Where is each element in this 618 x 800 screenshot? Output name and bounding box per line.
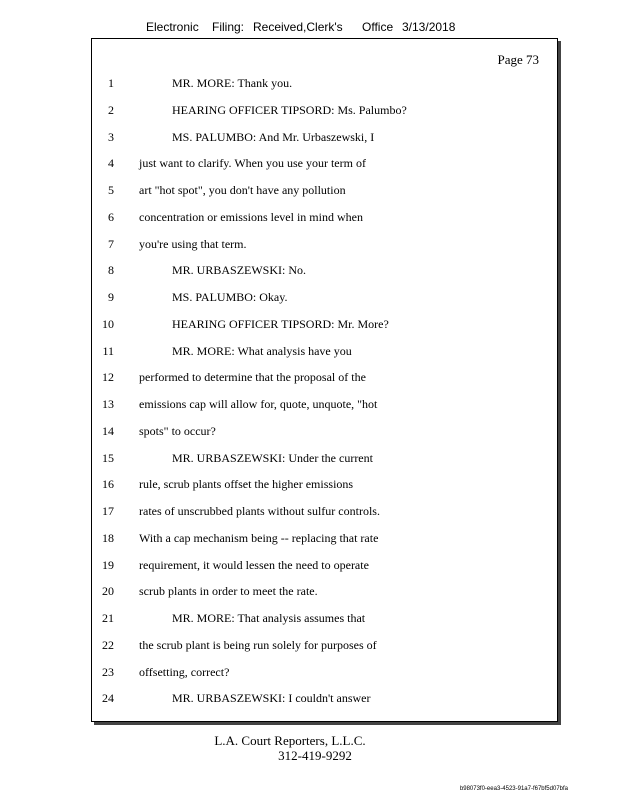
line-text: scrub plants in order to meet the rate. <box>139 584 318 599</box>
line-number: 24 <box>102 691 114 706</box>
transcript-line <box>92 207 557 234</box>
line-text: MR. URBASZEWSKI: Under the current <box>172 450 373 465</box>
line-text: MS. PALUMBO: And Mr. Urbaszewski, I <box>172 129 375 144</box>
line-number: 15 <box>102 450 114 465</box>
line-text: With a cap mechanism being -- replacing that rate <box>139 530 379 545</box>
page-number: Page 73 <box>497 52 539 67</box>
line-text: MR. MORE: Thank you. <box>172 76 293 90</box>
line-number: 19 <box>102 557 114 572</box>
reporter-company: L.A. Court Reporters, L.L.C. <box>214 733 366 748</box>
line-text: the scrub plant is being run solely for purposes of <box>139 637 377 652</box>
transcript-page <box>91 38 558 722</box>
transcript-line <box>92 662 557 689</box>
line-number: 13 <box>102 397 114 411</box>
transcript-line <box>92 421 557 448</box>
line-text: rule, scrub plants offset the higher emissions <box>139 477 354 492</box>
line-number: 8 <box>108 263 114 278</box>
line-text: HEARING OFFICER TIPSORD: Mr. More? <box>172 316 389 331</box>
line-number: 3 <box>108 129 114 144</box>
line-text: MS. PALUMBO: Okay. <box>172 290 288 304</box>
line-number: 9 <box>108 290 114 304</box>
transcript-line <box>92 555 557 582</box>
document-id: b98073f0-eea3-4523-91a7-f67bf5d07bfa <box>459 786 568 792</box>
line-text: you're using that term. <box>139 236 247 251</box>
line-text: MR. URBASZEWSKI: I couldn't answer <box>172 691 371 706</box>
line-number: 7 <box>108 236 114 251</box>
stamp-received: Received,Clerk's <box>253 20 343 34</box>
transcript-line <box>92 73 557 100</box>
line-number: 10 <box>102 316 114 331</box>
stamp-office: Office <box>362 20 394 34</box>
transcript-lines <box>92 73 557 715</box>
transcript-line <box>92 180 557 207</box>
line-number: 20 <box>102 584 114 599</box>
line-text: art "hot spot", you don't have any pollution <box>139 183 346 197</box>
transcript-line <box>92 341 557 368</box>
line-number: 6 <box>108 209 114 224</box>
transcript-line <box>92 367 557 394</box>
transcript-line <box>92 394 557 421</box>
line-text: MR. MORE: That analysis assumes that <box>172 611 366 625</box>
stamp-electronic: Electronic <box>146 20 199 34</box>
line-text: spots" to occur? <box>139 423 216 438</box>
transcript-line <box>92 501 557 528</box>
line-number: 23 <box>102 664 114 679</box>
line-text: MR. URBASZEWSKI: No. <box>172 263 307 278</box>
transcript-line <box>92 314 557 341</box>
line-text: HEARING OFFICER TIPSORD: Ms. Palumbo? <box>172 102 407 117</box>
line-text: emissions cap will allow for, quote, unquote, "hot <box>139 397 378 411</box>
transcript-line <box>92 581 557 608</box>
line-number: 18 <box>102 530 114 545</box>
line-number: 5 <box>108 183 114 197</box>
transcript-line <box>92 528 557 555</box>
stamp-date: 3/13/2018 <box>402 20 456 34</box>
line-text: offsetting, correct? <box>139 664 230 679</box>
line-text: rates of unscrubbed plants without sulfur controls. <box>139 504 380 518</box>
transcript-line <box>92 127 557 154</box>
line-number: 2 <box>108 102 114 117</box>
line-text: requirement, it would lessen the need to operate <box>139 557 369 572</box>
line-number: 17 <box>102 504 114 518</box>
stamp-filing: Filing: <box>212 20 245 34</box>
line-number: 14 <box>102 423 114 438</box>
transcript-line <box>92 635 557 662</box>
line-number: 22 <box>102 637 114 652</box>
line-number: 12 <box>102 370 114 385</box>
line-text: concentration or emissions level in mind when <box>139 209 363 224</box>
page-footer <box>0 733 580 763</box>
reporter-phone: 312-419-9292 <box>278 748 352 763</box>
transcript-line <box>92 287 557 314</box>
line-number: 11 <box>102 343 114 358</box>
line-number: 16 <box>102 477 114 492</box>
transcript-line <box>92 608 557 635</box>
transcript-line <box>92 100 557 127</box>
transcript-line <box>92 260 557 287</box>
transcript-line <box>92 234 557 261</box>
transcript-line <box>92 474 557 501</box>
transcript-line <box>92 153 557 180</box>
transcript-line <box>92 448 557 475</box>
line-number: 4 <box>108 156 114 171</box>
line-text: performed to determine that the proposal of the <box>139 370 366 385</box>
line-number: 1 <box>108 76 114 90</box>
transcript-line <box>92 688 557 715</box>
line-text: just want to clarify. When you use your term of <box>139 156 366 171</box>
line-text: MR. MORE: What analysis have you <box>172 343 352 358</box>
line-number: 21 <box>102 611 114 625</box>
